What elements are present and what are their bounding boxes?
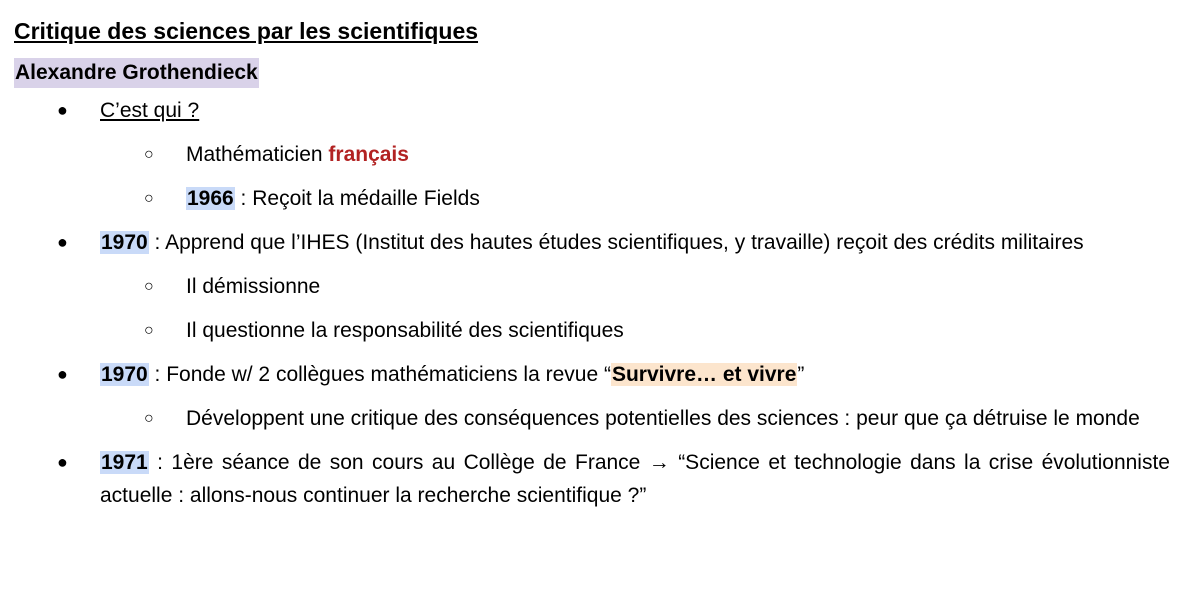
hollow-bullet-icon: ○ [144, 322, 154, 339]
list-item-text: : Apprend que l’IHES (Institut des hautes études scientifiques, y travaille) reçoit des crédits militaires [148, 231, 1084, 254]
hollow-bullet-icon: ○ [144, 410, 154, 427]
document [14, 14, 1170, 523]
year-highlight: 1971 [101, 451, 148, 474]
sub-list-item [100, 270, 1170, 303]
sub-item-text: : Reçoit la médaille Fields [234, 187, 480, 210]
bullet-icon: ● [57, 100, 68, 120]
sub-item-text: Il questionne la responsabilité des scientifiques [186, 319, 624, 342]
list-item [14, 446, 1170, 512]
list-item [14, 358, 1170, 435]
list-item [14, 94, 1170, 215]
document-title: Critique des sciences par les scientifiques [14, 18, 479, 44]
list-item-text: : Fonde w/ 2 collègues mathématiciens la revue “ [148, 363, 611, 386]
sub-list [100, 138, 1170, 215]
bullet-list [14, 94, 1170, 512]
sub-item-text: Développent une critique des conséquences potentielles des sciences : peur que ça détruise le monde [186, 407, 1140, 430]
sub-item-text: Il démissionne [186, 275, 321, 298]
bullet-icon: ● [57, 364, 68, 384]
hollow-bullet-icon: ○ [144, 190, 154, 207]
year-highlight: 1970 [101, 231, 148, 254]
author-heading: Alexandre Grothendieck [14, 58, 259, 88]
year-highlight: 1970 [101, 363, 148, 386]
sub-item-text: Mathématicien [186, 143, 329, 166]
hollow-bullet-icon: ○ [144, 278, 154, 295]
sub-list-item [100, 182, 1170, 215]
bullet-icon: ● [57, 232, 68, 252]
sub-list-item [100, 138, 1170, 171]
journal-title-highlight: Survivre… et vivre [611, 363, 797, 386]
sub-list [100, 402, 1170, 435]
sub-list-item [100, 314, 1170, 347]
list-item [14, 226, 1170, 347]
hollow-bullet-icon: ○ [144, 146, 154, 163]
bullet-icon: ● [57, 452, 68, 472]
emphasis-text: français [328, 143, 409, 166]
list-item-text: : 1ère séance de son cours au Collège de France → “Science et technologie dans la crise évolutionniste actuelle : allons-nous continuer la recherche scientifique ?” [100, 451, 1170, 507]
sub-list-item [100, 402, 1170, 435]
closing-quote: ” [797, 363, 805, 386]
year-highlight: 1966 [187, 187, 234, 210]
list-item-label: C’est qui ? [100, 99, 200, 122]
sub-list [100, 270, 1170, 347]
